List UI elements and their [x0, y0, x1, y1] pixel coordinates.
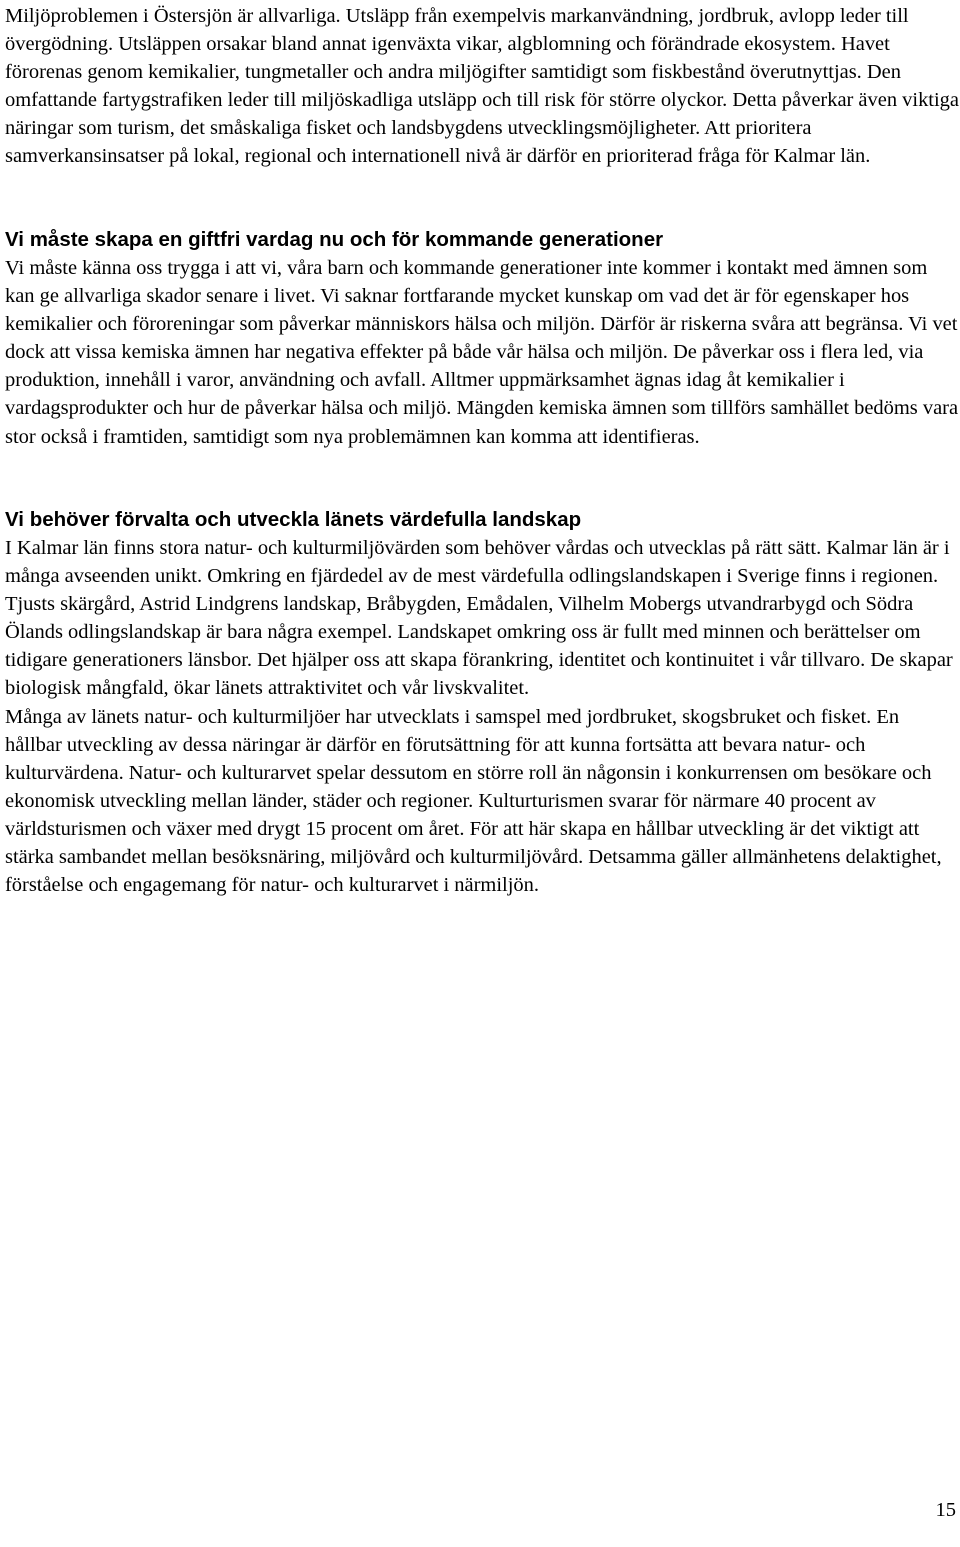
intro-paragraph: Miljöproblemen i Östersjön är allvarliga. Utsläpp från exempelvis markanvändning, jordbruk, avlopp leder till övergödning. Utsläppen orsakar bland annat igenväxta vikar, algblomning och förändrade ekosystem. Havet förorenas genom kemikalier, tungmetaller och andra miljögifter samtidigt som fiskbestånd överutnyttjas. Den omfattande fartygstrafiken leder till miljöskadliga utsläpp och till risk för större olyckor. Detta påverkar även viktiga näringar som turism, det småskaliga fisket och landsbygdens utvecklingsmöjligheter. Att prioritera samverkansinsatser på lokal, regional och internationell nivå är därför en prioriterad fråga för Kalmar län. [5, 5, 959, 168]
intro-section [5, 2, 960, 171]
giftfri-section [5, 226, 960, 451]
section-heading-landskap: Vi behöver förvalta och utveckla länets värdefulla landskap [5, 508, 582, 531]
landskap-section [5, 506, 960, 899]
landskap-paragraph-2: Många av länets natur- och kulturmiljöer har utvecklats i samspel med jordbruket, skogsbruket och fisket. En hållbar utveckling av dessa näringar är därför en förutsättning för att kunna fortsätta att bevara natur- och kulturvärdena. Natur- och kulturarvet spelar dessutom en större roll än någonsin i konkurrensen om besökare och ekonomisk utveckling mellan länder, städer och regioner. Kulturturismen svarar för närmare 40 procent av världsturismen och växer med drygt 15 procent om året. För att här skapa en hållbar utveckling är det viktigt att stärka sambandet mellan besöksnäring, miljövård och kulturmiljövård. Detsamma gäller allmänhetens delaktighet, förståelse och engagemang för natur- och kulturarvet i närmiljön. [5, 705, 942, 897]
giftfri-paragraph: Vi måste känna oss trygga i att vi, våra barn och kommande generationer inte kommer i kontakt med ämnen som kan ge allvarliga skador senare i livet. Vi saknar fortfarande mycket kunskap om vad det är för egenskaper hos kemikalier och föroreningar som påverkar människors hälsa och miljön. Därför är riskerna svåra att begränsa. Vi vet dock att vissa kemiska ämnen har negativa effekter på både vår hälsa och miljön. De påverkar oss i flera led, via produktion, innehåll i varor, användning och avfall. Alltmer uppmärksamhet ägnas idag åt kemikalier i vardagsprodukter och hur de påverkar hälsa och miljö. Mängden kemiska ämnen som tillförs samhället bedöms vara stor också i framtiden, samtidigt som nya problemämnen kan komma att identifieras. [5, 257, 959, 448]
page-number: 15 [935, 1499, 956, 1521]
section-heading-giftfri: Vi måste skapa en giftfri vardag nu och för kommande generationer [5, 228, 664, 251]
landskap-paragraph-1: I Kalmar län finns stora natur- och kulturmiljövärden som behöver vårdas och utvecklas på rätt sätt. Kalmar län är i många avseenden unikt. Omkring en fjärdedel av de mest värdefulla odlingslandskapen i Sverige finns i regionen. Tjusts skärgård, Astrid Lindgrens landskap, Bråbygden, Emådalen, Vilhelm Mobergs utvandrarbygd och Södra Ölands odlingslandskap är bara några exempel. Landskapet omkring oss är fullt med minnen och berättelser om tidigare generationers länsbor. Det hjälper oss att skapa förankring, identitet och kontinuitet i vår tillvaro. De skapar biologisk mångfald, ökar länets attraktivitet och vår livskvalitet. [5, 537, 953, 700]
